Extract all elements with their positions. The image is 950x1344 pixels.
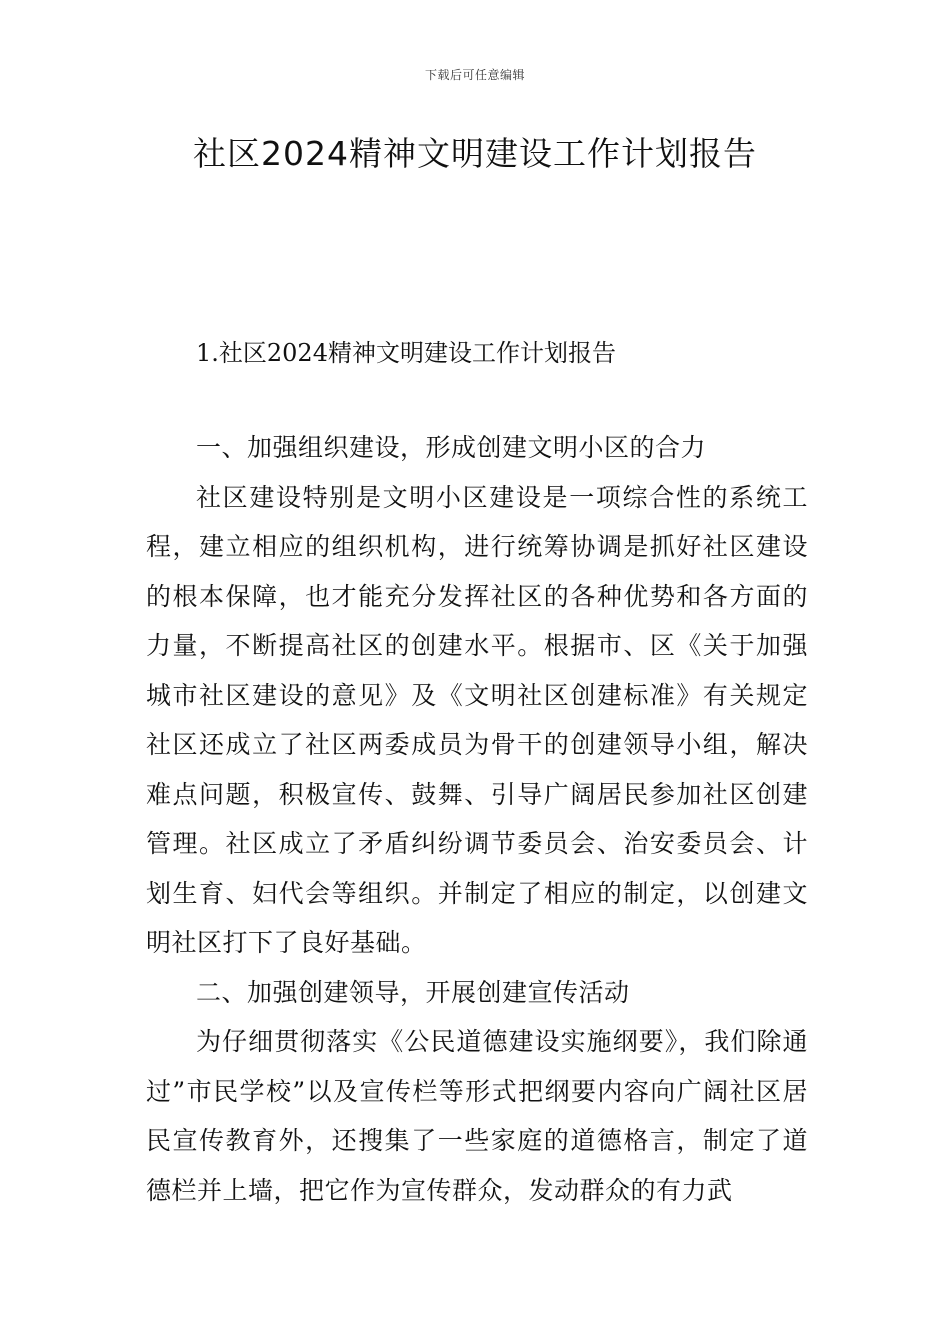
item-heading: 1.社区2024精神文明建设工作计划报告: [196, 339, 616, 367]
section-heading-1: 一、加强组织建设，形成创建文明小区的合力: [196, 433, 707, 462]
document-title: 社区2024精神文明建设工作计划报告: [193, 134, 757, 173]
header-note: 下载后可任意编辑: [424, 68, 525, 82]
section-paragraph-1: 社区建设特别是文明小区建设是一项综合性的系统工程，建立相应的组织机构，进行统筹协调是抓好社区建设的根本保障，也才能充分发挥社区的各种优势和各方面的力量，不断提高社区的创建水平。根据市、区《关于加强城市社区建设的意见》及《文明社区创建标准》有关规定社区还成立了社区两委成员为骨干的创建领导小组，解决难点问题，积极宣传、鼓舞、引导广阔居民参加社区创建管理。社区成立了矛盾纠纷调节委员会、治安委员会、计划生育、妇代会等组织。并制定了相应的制定，以创建文明社区打下了良好基础。: [146, 482, 808, 957]
document-body: [146, 423, 808, 1215]
section-heading-2: 二、加强创建领导，开展创建宣传活动: [196, 977, 630, 1007]
section-paragraph-2: 为仔细贯彻落实《公民道德建设实施纲要》，我们除通过”市民学校”以及宣传栏等形式把纲要内容向广阔社区居民宣传教育外，还搜集了一些家庭的道德格言，制定了道德栏并上墙，把它作为宣传群众，发动群众的有力武: [146, 1027, 808, 1205]
